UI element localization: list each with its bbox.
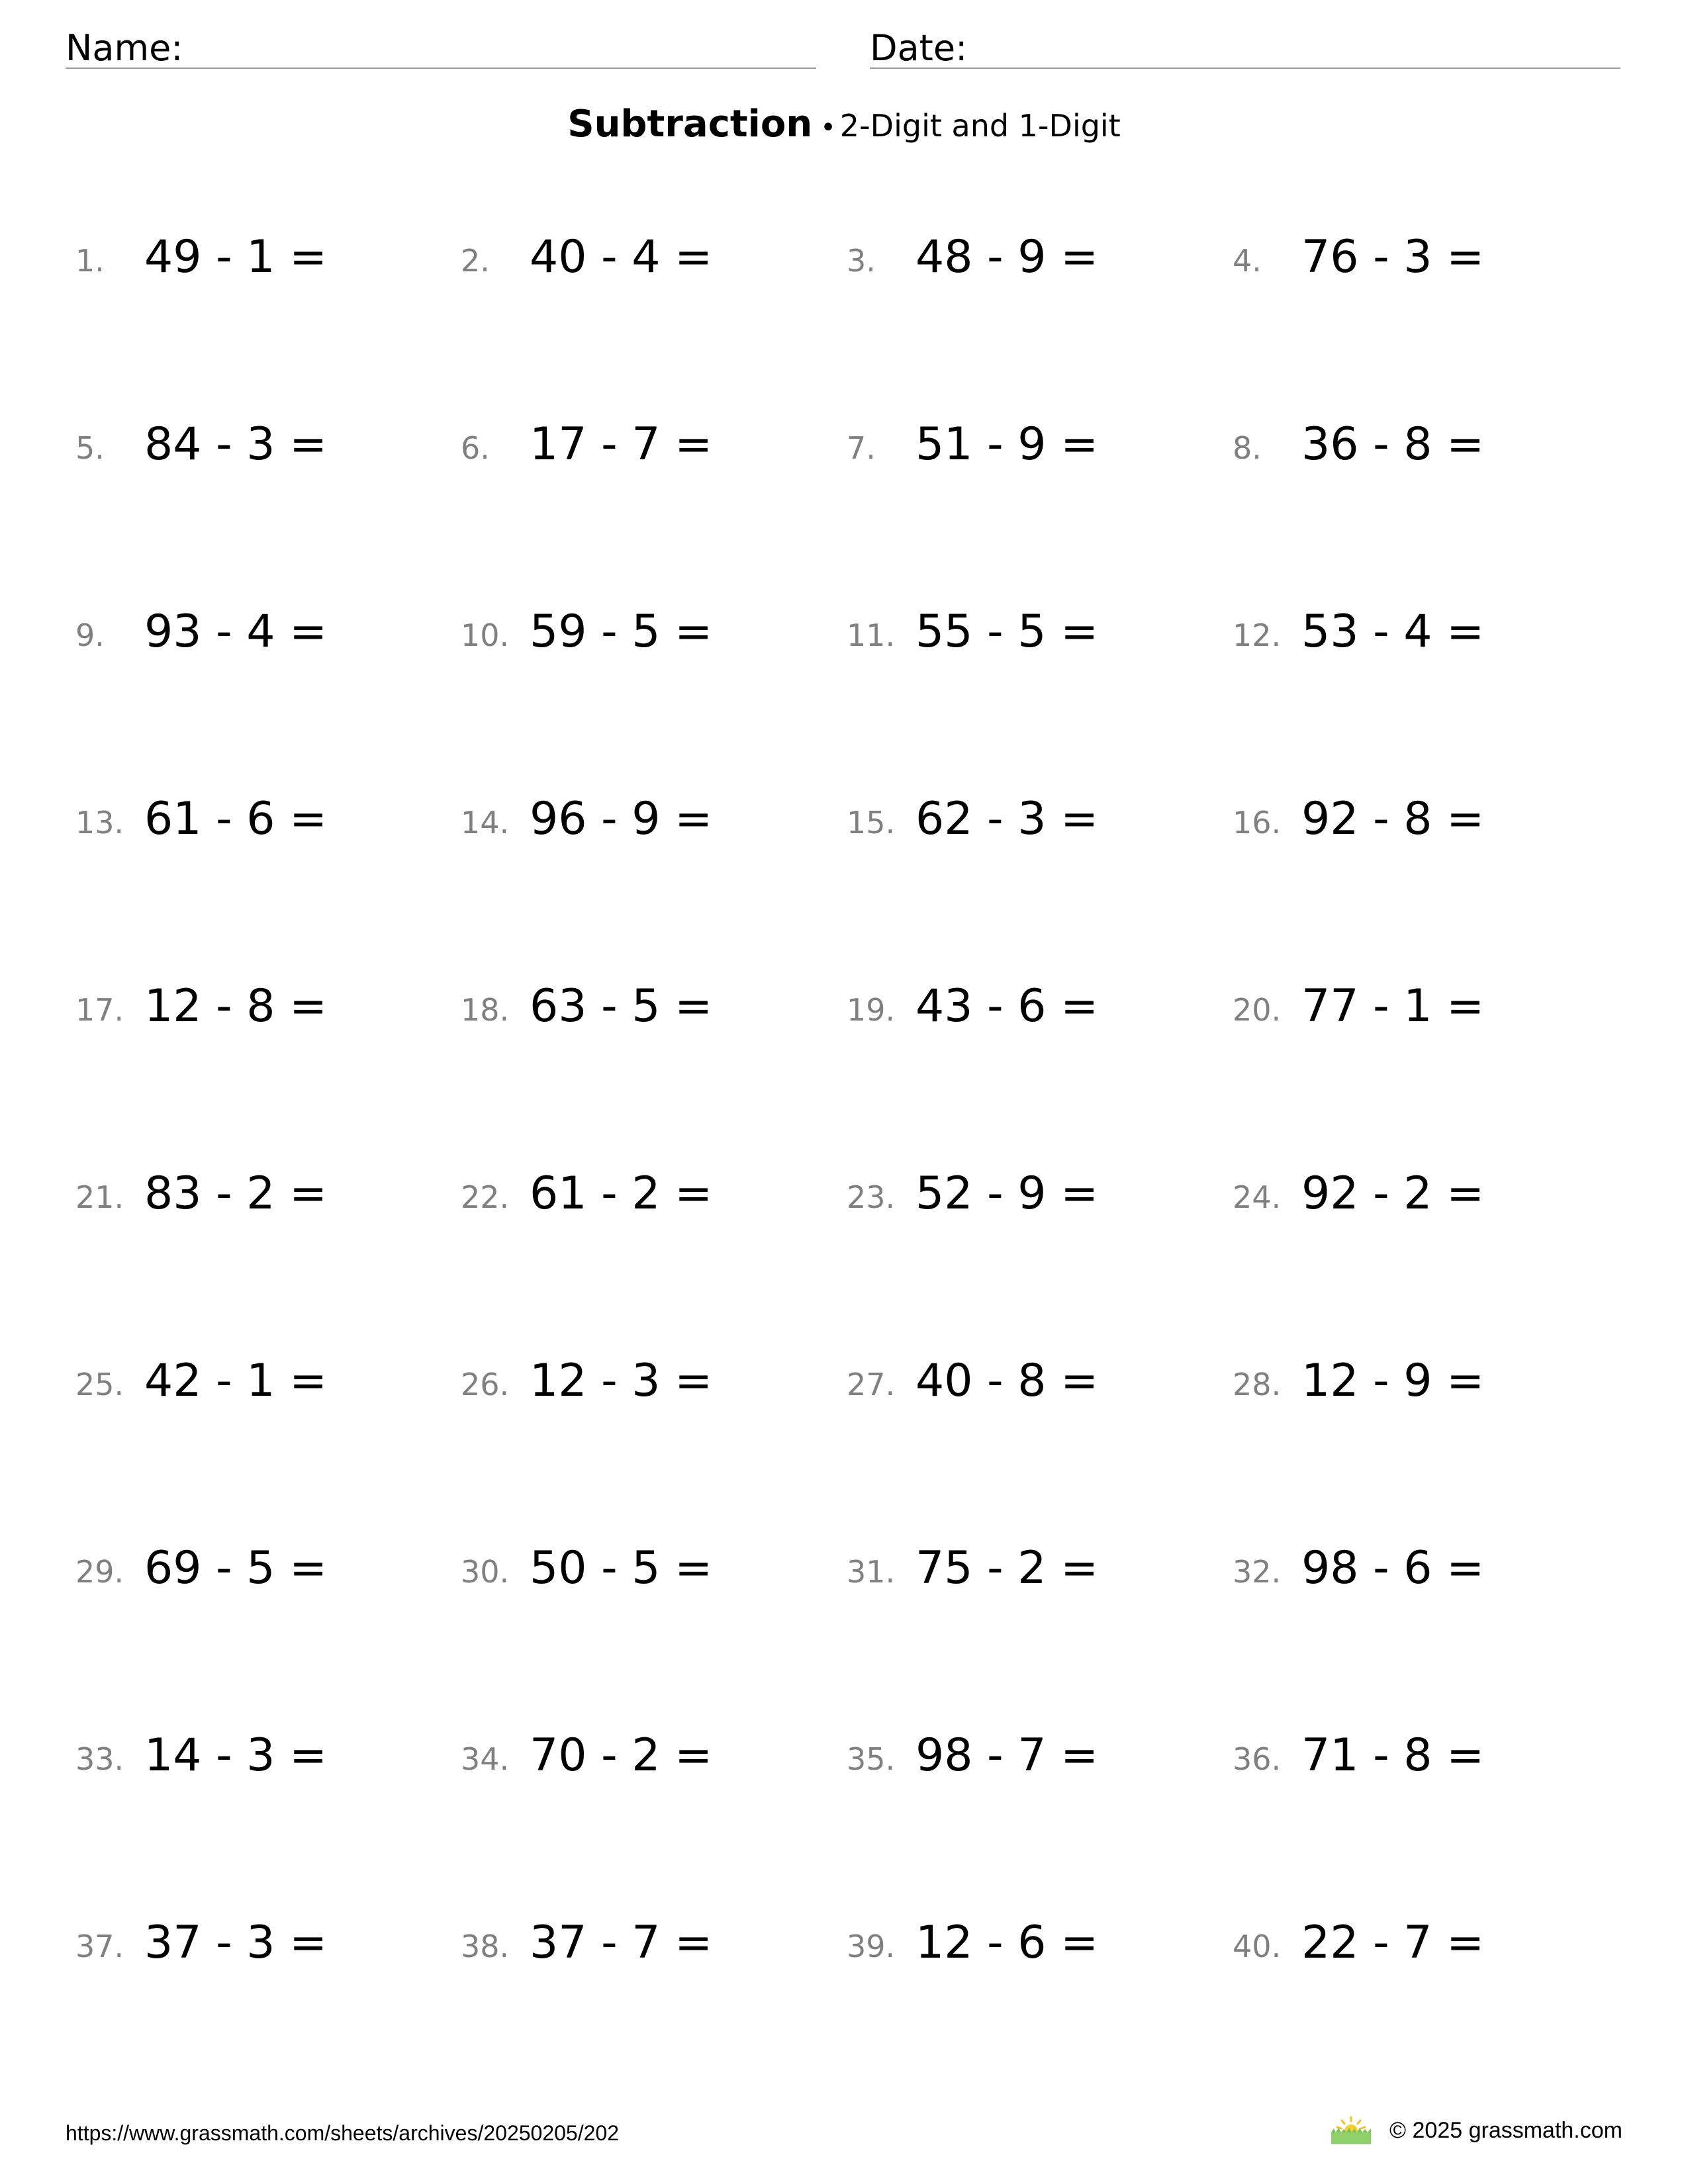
problem-expression: 48 - 9 = (915, 231, 1099, 283)
problem-expression: 52 - 9 = (915, 1167, 1099, 1220)
problem-expression: 36 - 8 = (1301, 418, 1485, 471)
problem-number: 5. (75, 430, 105, 466)
problem-number: 7. (847, 430, 876, 466)
problem-number: 23. (847, 1179, 896, 1215)
problem-number: 32. (1233, 1554, 1282, 1590)
problem-expression: 12 - 6 = (915, 1917, 1099, 1969)
problem-number: 2. (461, 243, 490, 279)
problem-expression: 69 - 5 = (144, 1542, 328, 1594)
problem-number: 31. (847, 1554, 896, 1590)
problem-number: 10. (461, 617, 510, 653)
problem-number: 24. (1233, 1179, 1282, 1215)
problem-number: 11. (847, 617, 896, 653)
problem-expression: 98 - 7 = (915, 1729, 1099, 1782)
problem-number: 29. (75, 1554, 124, 1590)
problem-expression: 70 - 2 = (530, 1729, 713, 1782)
problem-number: 26. (461, 1367, 510, 1402)
problem-number: 40. (1233, 1929, 1282, 1964)
problem-expression: 49 - 1 = (144, 231, 328, 283)
problem-number: 35. (847, 1741, 896, 1777)
name-field[interactable] (66, 25, 816, 69)
problem-expression: 51 - 9 = (915, 418, 1099, 471)
problem-expression: 55 - 5 = (915, 606, 1099, 658)
problem-expression: 37 - 7 = (530, 1917, 713, 1969)
problem-expression: 61 - 6 = (144, 793, 328, 845)
title-main: Subtraction (567, 103, 813, 146)
problem-number: 21. (75, 1179, 124, 1215)
problem-expression: 96 - 9 = (530, 793, 713, 845)
problem-expression: 14 - 3 = (144, 1729, 328, 1782)
problem-expression: 12 - 8 = (144, 980, 328, 1032)
date-field[interactable] (870, 25, 1620, 69)
footer-url: https://www.grassmath.com/sheets/archives/20250205/202 (66, 2121, 619, 2145)
problem-number: 15. (847, 805, 896, 841)
title-separator: • (820, 113, 836, 143)
problem-expression: 98 - 6 = (1301, 1542, 1485, 1594)
problem-number: 4. (1233, 243, 1262, 279)
worksheet-title (0, 103, 1688, 146)
problem-number: 27. (847, 1367, 896, 1402)
problem-number: 13. (75, 805, 124, 841)
problem-expression: 63 - 5 = (530, 980, 713, 1032)
problem-expression: 71 - 8 = (1301, 1729, 1485, 1782)
problem-number: 14. (461, 805, 510, 841)
problem-expression: 76 - 3 = (1301, 231, 1485, 283)
problem-expression: 92 - 8 = (1301, 793, 1485, 845)
problem-expression: 62 - 3 = (915, 793, 1099, 845)
problem-expression: 53 - 4 = (1301, 606, 1485, 658)
problem-number: 8. (1233, 430, 1262, 466)
problem-expression: 12 - 9 = (1301, 1355, 1485, 1407)
problem-number: 3. (847, 243, 876, 279)
copyright-text: © 2025 grassmath.com (1389, 2117, 1622, 2143)
problem-expression: 83 - 2 = (144, 1167, 328, 1220)
problem-expression: 17 - 7 = (530, 418, 713, 471)
problem-number: 18. (461, 992, 510, 1028)
name-label: Name: (66, 27, 183, 69)
problem-number: 25. (75, 1367, 124, 1402)
title-subtitle: 2-Digit and 1-Digit (839, 108, 1121, 144)
problem-number: 37. (75, 1929, 124, 1964)
date-label: Date: (870, 27, 968, 69)
problem-expression: 40 - 4 = (530, 231, 713, 283)
problem-expression: 59 - 5 = (530, 606, 713, 658)
problem-expression: 43 - 6 = (915, 980, 1099, 1032)
grass-sun-logo-icon (1329, 2115, 1374, 2146)
problem-expression: 37 - 3 = (144, 1917, 328, 1969)
problem-number: 28. (1233, 1367, 1282, 1402)
footer-brand (1329, 2115, 1622, 2146)
problem-expression: 77 - 1 = (1301, 980, 1485, 1032)
problem-number: 19. (847, 992, 896, 1028)
problem-number: 6. (461, 430, 490, 466)
problem-expression: 12 - 3 = (530, 1355, 713, 1407)
problem-number: 34. (461, 1741, 510, 1777)
problem-number: 1. (75, 243, 105, 279)
problem-number: 22. (461, 1179, 510, 1215)
problem-expression: 93 - 4 = (144, 606, 328, 658)
problem-number: 36. (1233, 1741, 1282, 1777)
problem-number: 39. (847, 1929, 896, 1964)
problem-expression: 84 - 3 = (144, 418, 328, 471)
problem-expression: 50 - 5 = (530, 1542, 713, 1594)
problem-expression: 75 - 2 = (915, 1542, 1099, 1594)
problem-expression: 22 - 7 = (1301, 1917, 1485, 1969)
problem-expression: 92 - 2 = (1301, 1167, 1485, 1220)
problem-expression: 42 - 1 = (144, 1355, 328, 1407)
problem-number: 38. (461, 1929, 510, 1964)
problem-number: 17. (75, 992, 124, 1028)
problem-number: 33. (75, 1741, 124, 1777)
problem-number: 30. (461, 1554, 510, 1590)
problem-expression: 61 - 2 = (530, 1167, 713, 1220)
problem-number: 12. (1233, 617, 1282, 653)
problem-number: 16. (1233, 805, 1282, 841)
problem-number: 9. (75, 617, 105, 653)
problem-expression: 40 - 8 = (915, 1355, 1099, 1407)
problem-number: 20. (1233, 992, 1282, 1028)
